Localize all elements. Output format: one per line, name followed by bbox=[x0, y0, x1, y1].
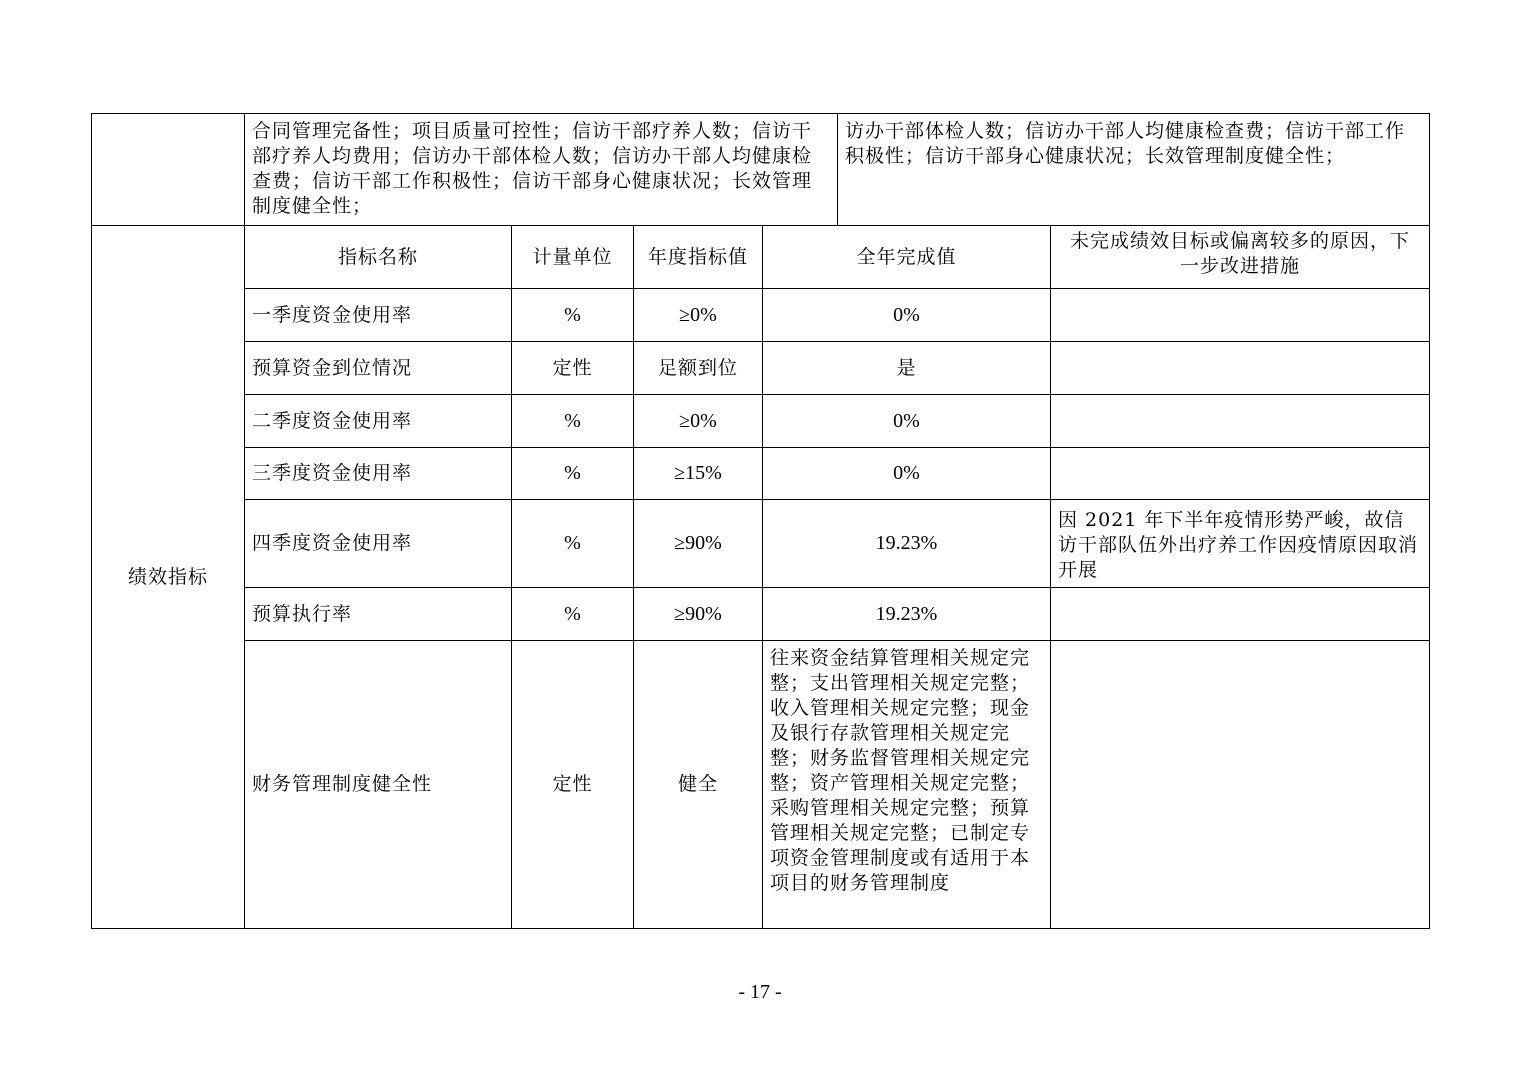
table-row-reason bbox=[1050, 640, 1430, 929]
header-reason: 未完成绩效目标或偏离较多的原因，下一步改进措施 bbox=[1069, 230, 1410, 277]
table-row-name: 四季度资金使用率 bbox=[244, 499, 512, 588]
table-row-target: ≥15% bbox=[633, 447, 763, 500]
table-row-actual: 19.23% bbox=[762, 499, 1051, 588]
table-row-unit: % bbox=[511, 587, 634, 641]
table-row-reason bbox=[1050, 447, 1430, 500]
table-row-name: 财务管理制度健全性 bbox=[244, 640, 512, 929]
table-row-unit: 定性 bbox=[511, 341, 634, 395]
top-row-blank-cell bbox=[91, 113, 245, 226]
table-row-name: 二季度资金使用率 bbox=[244, 394, 512, 448]
table-row-reason: 因 2021 年下半年疫情形势严峻，故信访干部队伍外出疗养工作因疫情原因取消开展 bbox=[1050, 499, 1430, 588]
section-label-cell bbox=[91, 225, 245, 929]
table-row-actual: 0% bbox=[762, 447, 1051, 500]
table-row-name: 三季度资金使用率 bbox=[244, 447, 512, 500]
page-number: - 17 - bbox=[738, 981, 782, 1003]
table-row-target: 足额到位 bbox=[633, 341, 763, 395]
table-row-actual: 0% bbox=[762, 394, 1051, 448]
header-unit-cell bbox=[511, 225, 634, 289]
header-unit: 计量单位 bbox=[532, 245, 613, 268]
table-row-unit: % bbox=[511, 394, 634, 448]
table-row-target: ≥90% bbox=[633, 499, 763, 588]
table-row-target: 健全 bbox=[633, 640, 763, 929]
header-name-cell bbox=[244, 225, 512, 289]
header-reason-cell bbox=[1050, 225, 1430, 289]
table-row-name: 预算执行率 bbox=[244, 587, 512, 641]
table-row-name: 一季度资金使用率 bbox=[244, 288, 512, 342]
table-row-reason bbox=[1050, 587, 1430, 641]
table-row-reason bbox=[1050, 394, 1430, 448]
table-row-unit: % bbox=[511, 447, 634, 500]
table-row-unit: 定性 bbox=[511, 640, 634, 929]
top-row-left-text-cell bbox=[244, 113, 838, 226]
top-row-left-text: 合同管理完备性；项目质量可控性；信访干部疗养人数；信访干部疗养人均费用；信访办干部体检人数；信访办干部人均健康检查费；信访干部工作积极性；信访干部身心健康状况；长效管理制度健全性； bbox=[252, 120, 813, 217]
table-row-target: ≥0% bbox=[633, 288, 763, 342]
section-label: 绩效指标 bbox=[127, 565, 208, 588]
top-row-right-text-cell bbox=[837, 113, 1430, 226]
table-row-actual: 0% bbox=[762, 288, 1051, 342]
table-row-target: ≥90% bbox=[633, 587, 763, 641]
table-row-actual: 往来资金结算管理相关规定完整；支出管理相关规定完整；收入管理相关规定完整；现金及银行存款管理相关规定完整；财务监督管理相关规定完整；资产管理相关规定完整；采购管理相关规定完整；预算管理相关规定完整；已制定专项资金管理制度或有适用于本项目的财务管理制度 bbox=[762, 640, 1051, 929]
table-row-actual: 19.23% bbox=[762, 587, 1051, 641]
header-target: 年度指标值 bbox=[647, 245, 748, 268]
header-actual: 全年完成值 bbox=[856, 245, 957, 268]
table-row-actual: 是 bbox=[762, 341, 1051, 395]
top-row-right-text: 访办干部体检人数；信访办干部人均健康检查费；信访干部工作积极性；信访干部身心健康状况；长效管理制度健全性； bbox=[845, 120, 1406, 167]
table-row-unit: % bbox=[511, 499, 634, 588]
table-row-unit: % bbox=[511, 288, 634, 342]
header-actual-cell bbox=[762, 225, 1051, 289]
header-target-cell bbox=[633, 225, 763, 289]
table-row-reason bbox=[1050, 288, 1430, 342]
table-row-target: ≥0% bbox=[633, 394, 763, 448]
table-row-name: 预算资金到位情况 bbox=[244, 341, 512, 395]
header-name: 指标名称 bbox=[337, 245, 418, 268]
table-row-reason bbox=[1050, 341, 1430, 395]
